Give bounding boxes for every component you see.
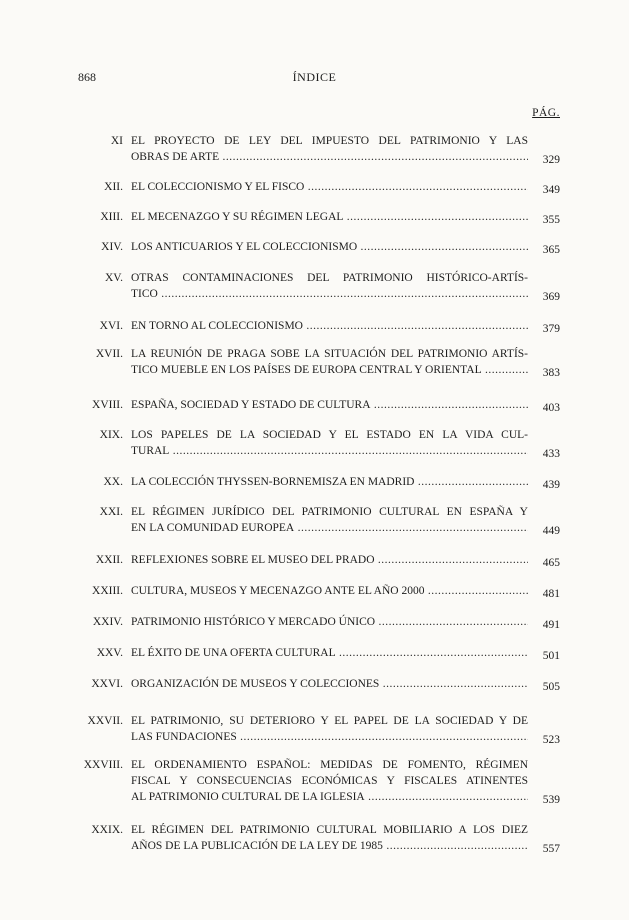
chapter-title — [131, 757, 528, 805]
chapter-title — [131, 583, 528, 599]
chapter-title — [131, 239, 528, 255]
chapter-number: XVII. — [95, 348, 123, 360]
chapter-page: 449 — [542, 525, 560, 537]
chapter-title-line: REFLEXIONES SOBRE EL MUSEO DEL PRADO ..... — [131, 552, 528, 568]
chapter-page: 501 — [542, 650, 560, 662]
chapter-title-line: ESPAÑA, SOCIEDAD Y ESTADO DE CULTURA ..... — [131, 397, 528, 413]
chapter-number: XXI. — [99, 506, 123, 518]
chapter-title — [131, 614, 528, 630]
chapter-title-line: AÑOS DE LA PUBLICACIÓN DE LA LEY DE 1985 ..... — [131, 838, 528, 854]
chapter-page: 439 — [542, 479, 560, 491]
chapter-title — [131, 318, 528, 334]
running-title: ÍNDICE — [292, 70, 337, 84]
chapter-title — [131, 397, 528, 413]
chapter-number: XV. — [104, 272, 123, 284]
chapter-number: XXV. — [96, 647, 123, 659]
chapter-title — [131, 133, 528, 165]
chapter-title-line: LA COLECCIÓN THYSSEN-BORNEMISZA EN MADRID ..... — [131, 474, 528, 490]
chapter-title-line: EL ÉXITO DE UNA OFERTA CULTURAL ..... — [131, 645, 528, 661]
chapter-page: 505 — [542, 681, 560, 693]
chapter-title-line: EL RÉGIMEN JURÍDICO DEL PATRIMONIO CULTURAL EN ESPAÑA Y — [131, 506, 528, 518]
chapter-title — [131, 209, 528, 225]
chapter-page: 379 — [542, 323, 560, 335]
chapter-number: XXVII. — [87, 715, 123, 727]
chapter-title — [131, 427, 528, 459]
chapter-title-line: EL COLECCIONISMO Y EL FISCO ..... — [131, 179, 528, 195]
chapter-title — [131, 552, 528, 568]
chapter-number: XII. — [104, 181, 123, 193]
chapter-title-line: CULTURA, MUSEOS Y MECENAZGO ANTE EL AÑO 2000 ..... — [131, 583, 528, 599]
chapter-title-line: EN TORNO AL COLECCIONISMO ..... — [131, 318, 528, 334]
chapter-number: XIII. — [100, 211, 123, 223]
chapter-number: XIV. — [101, 241, 123, 253]
chapter-page: 365 — [542, 244, 560, 256]
chapter-page: 383 — [542, 367, 560, 379]
chapter-number: XVIII. — [92, 399, 123, 411]
chapter-page: 557 — [542, 843, 560, 855]
chapter-title — [131, 676, 528, 692]
chapter-page: 329 — [542, 154, 560, 166]
chapter-title — [131, 179, 528, 195]
chapter-title-line: EL ORDENAMIENTO ESPAÑOL: MEDIDAS DE FOMENTO, RÉGIMEN — [131, 759, 528, 771]
chapter-title-line: PATRIMONIO HISTÓRICO Y MERCADO ÚNICO ..... — [131, 614, 528, 630]
page-number: 868 — [78, 70, 96, 84]
chapter-page: 481 — [542, 588, 560, 600]
chapter-number: XXIX. — [91, 824, 123, 836]
chapter-number: XX. — [103, 476, 123, 488]
chapter-title-line: AL PATRIMONIO CULTURAL DE LA IGLESIA ..... — [131, 789, 528, 805]
chapter-number: XXIV. — [92, 616, 123, 628]
chapter-title — [131, 645, 528, 661]
chapter-title-line: EL MECENAZGO Y SU RÉGIMEN LEGAL ..... — [131, 209, 528, 225]
chapter-page: 465 — [542, 557, 560, 569]
chapter-page: 403 — [542, 402, 560, 414]
chapter-number: XXVIII. — [83, 759, 123, 771]
chapter-number: XIX. — [99, 429, 123, 441]
chapter-title — [131, 474, 528, 490]
chapter-page: 433 — [542, 448, 560, 460]
chapter-page: 355 — [542, 214, 560, 226]
chapter-page: 349 — [542, 184, 560, 196]
chapter-title-line: EL PATRIMONIO, SU DETERIORO Y EL PAPEL DE LA SOCIEDAD Y DE — [131, 715, 528, 727]
chapter-page: 491 — [542, 619, 560, 631]
chapter-title-line: TICO ..... — [131, 286, 528, 302]
chapter-page: 523 — [542, 734, 560, 746]
chapter-title-line: LA REUNIÓN DE PRAGA SOBE LA SITUACIÓN DEL PATRIMONIO ARTÍS- — [131, 348, 528, 360]
chapter-number: XXVI. — [91, 678, 123, 690]
chapter-title-line: LOS PAPELES DE LA SOCIEDAD Y EL ESTADO EN LA VIDA CUL- — [131, 429, 528, 441]
chapter-number: XXII. — [95, 554, 123, 566]
chapter-page: 539 — [542, 794, 560, 806]
chapter-title-line: TURAL ..... — [131, 443, 528, 459]
chapter-title-line: FISCAL Y CONSECUENCIAS ECONÓMICAS Y FISCALES ATINENTES — [131, 775, 528, 787]
chapter-number: XI — [110, 135, 123, 147]
chapter-title-line: ORGANIZACIÓN DE MUSEOS Y COLECCIONES ..... — [131, 676, 528, 692]
chapter-number: XVI. — [99, 320, 123, 332]
chapter-number: XXIII. — [92, 585, 123, 597]
chapter-title-line: EL PROYECTO DE LEY DEL IMPUESTO DEL PATRIMONIO Y LAS — [131, 135, 528, 147]
chapter-title-line: TICO MUEBLE EN LOS PAÍSES DE EUROPA CENTRAL Y ORIENTAL ..... — [131, 362, 528, 378]
chapter-title-line: OTRAS CONTAMINACIONES DEL PATRIMONIO HISTÓRICO-ARTÍS- — [131, 272, 528, 284]
chapter-title-line: LAS FUNDACIONES ..... — [131, 729, 528, 745]
chapter-title-line: OBRAS DE ARTE ..... — [131, 149, 528, 165]
chapter-title-line: LOS ANTICUARIOS Y EL COLECCIONISMO ..... — [131, 239, 528, 255]
chapter-title — [131, 504, 528, 536]
chapter-title — [131, 713, 528, 745]
chapter-title-line: EL RÉGIMEN DEL PATRIMONIO CULTURAL MOBILIARIO A LOS DIEZ — [131, 824, 528, 836]
chapter-title — [131, 822, 528, 854]
chapter-title — [131, 346, 528, 378]
pag-column-label: PÁG. — [532, 107, 560, 119]
chapter-page: 369 — [542, 291, 560, 303]
chapter-title — [131, 270, 528, 302]
chapter-title-line: EN LA COMUNIDAD EUROPEA ..... — [131, 520, 528, 536]
